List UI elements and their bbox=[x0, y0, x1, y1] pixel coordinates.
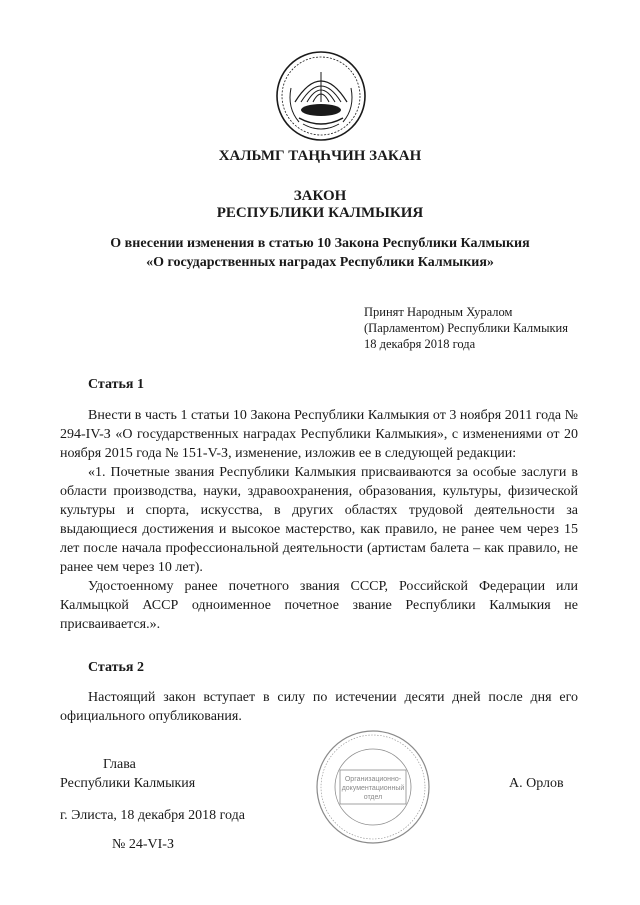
stamp-text-line1: Организационно- bbox=[344, 776, 402, 783]
law-number: № 24-VI-З bbox=[112, 837, 174, 852]
article-2-body bbox=[60, 688, 578, 726]
signatory-name: А. Орлов bbox=[509, 776, 564, 791]
law-subject bbox=[0, 234, 640, 272]
article-2-heading: Статья 2 bbox=[88, 660, 144, 675]
law-subject-line2: «О государственных наградах Республики Калмыкия» bbox=[146, 255, 494, 270]
adoption-line1: Принят Народным Хуралом bbox=[364, 305, 513, 319]
adoption-note bbox=[364, 304, 568, 352]
official-stamp bbox=[314, 728, 432, 846]
signatory-title-line1: Глава bbox=[103, 757, 136, 772]
article-1-paragraph-1: Внести в часть 1 статьи 10 Закона Республики Калмыкия от 3 ноября 2011 года № 294-IV-З «О государственных наградах Республики Калмыкия», с изменениями от 20 ноября 2015 года № 151-V-З, изменение, изложив ее в следующей редакции: bbox=[60, 408, 578, 461]
place-and-date: г. Элиста, 18 декабря 2018 года bbox=[60, 808, 245, 823]
law-title bbox=[0, 188, 640, 222]
adoption-line3: 18 декабря 2018 года bbox=[364, 337, 476, 351]
article-1-heading: Статья 1 bbox=[88, 377, 144, 392]
article-1-body bbox=[60, 406, 578, 634]
law-subject-line1: О внесении изменения в статью 10 Закона Республики Калмыкия bbox=[110, 236, 530, 251]
article-2-paragraph-1: Настоящий закон вступает в силу по истечении десяти дней после дня его официального опубликования. bbox=[60, 690, 578, 724]
article-1-paragraph-3: Удостоенному ранее почетного звания СССР, Российской Федерации или Калмыцкой АССР одноименное почетное звание Республики Калмыкия не присваивается.». bbox=[60, 579, 578, 632]
adoption-line2: (Парламентом) Республики Калмыкия bbox=[364, 321, 568, 335]
stamp-text-line3: отдел bbox=[363, 794, 383, 801]
coat-of-arms-emblem bbox=[273, 48, 369, 144]
stamp-text-line2: документационный bbox=[341, 785, 405, 792]
law-title-line1: ЗАКОН bbox=[293, 188, 347, 204]
law-title-line2: РЕСПУБЛИКИ КАЛМЫКИЯ bbox=[216, 205, 424, 221]
article-1-paragraph-2: «1. Почетные звания Республики Калмыкия присваиваются за особые заслуги в области производства, науки, здравоохранения, образования, культуры, физической культуры и спорта, искусства, в других областях трудовой деятельности за выдающиеся достижения и высокое мастерство, как правило, не ранее чем через 15 лет после начала профессиональной деятельности (артистам балета – как правило, не ранее чем через 10 лет). bbox=[60, 465, 578, 575]
signatory-title-line2: Республики Калмыкия bbox=[60, 776, 196, 791]
native-law-title: ХАЛЬМГ ТАҢҺЧИН ЗАКАН bbox=[218, 148, 422, 164]
